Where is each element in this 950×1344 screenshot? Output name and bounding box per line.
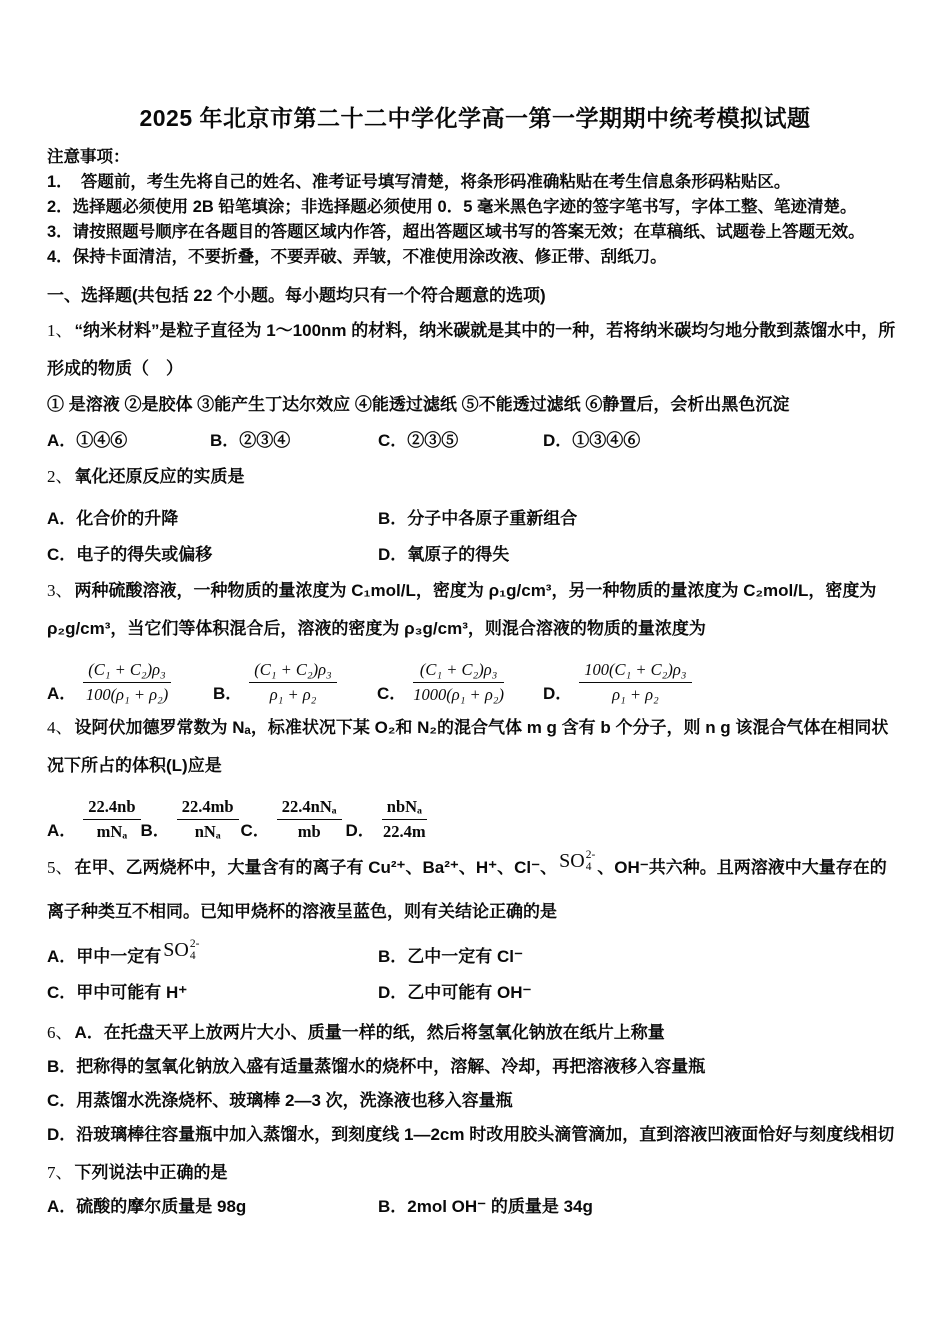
question-1-options: [47, 428, 903, 454]
options-row: [47, 938, 903, 970]
option-b: B．乙中一定有 Cl⁻: [378, 947, 523, 966]
notice-item: 2．选择题必须使用 2B 铅笔填涂；非选择题必须使用 0．5 毫米黑色字迹的签字笔书写，字体工整、笔迹清楚。: [47, 198, 857, 216]
fraction: [83, 660, 171, 705]
option-c: [377, 660, 543, 705]
options-row: [47, 506, 903, 532]
question-stem: [47, 1156, 903, 1190]
formula-subscript: 4: [585, 861, 592, 873]
question-text: 、OH⁻共六种。且两溶液中大量存在的离子种类互不相同。已知甲烧杯的溶液呈蓝色，则有关结论正确的是: [47, 858, 887, 921]
question-4-options: [47, 797, 903, 842]
notice-item: 1． 答题前，考生先将自己的姓名、准考证号填写清楚，将条形码准确粘贴在考生信息条形码粘贴区。: [47, 173, 791, 191]
fraction-numerator: 100(C₁ + C₂)ρ₃: [579, 660, 691, 683]
question-number: 3、: [47, 581, 73, 600]
fraction-denominator: 100(ρ₁ + ρ₂): [85, 685, 169, 704]
option-b: B．②③④: [210, 431, 291, 450]
formula-scripts: [586, 849, 596, 873]
option-a: A．①④⑥: [47, 431, 128, 450]
question-stem: [47, 709, 903, 785]
question-stem: [47, 458, 903, 496]
fraction-numerator: 22.4nNₐ: [277, 797, 342, 820]
options-row: [47, 542, 903, 568]
formula-superscript: 2-: [585, 848, 596, 861]
fraction: [177, 797, 239, 842]
fraction-numerator: (C₁ + C₂)ρ₃: [83, 660, 171, 683]
option-a: [47, 797, 141, 842]
fraction: [249, 660, 337, 705]
question-2: [47, 458, 903, 568]
option-a: [47, 660, 213, 705]
fraction-denominator: ρ₁ + ρ₂: [612, 685, 659, 704]
option-d: D．乙中可能有 OH⁻: [378, 983, 532, 1003]
option-b: B．把称得的氢氧化钠放入盛有适量蒸馏水的烧杯中，溶解、冷却，再把溶液移入容量瓶: [47, 1057, 706, 1077]
notice-section: [47, 145, 903, 270]
question-number: 6、: [47, 1023, 73, 1043]
question-text: 两种硫酸溶液，一种物质的量浓度为 C₁mol/L，密度为 ρ₁g/cm³，另一种物质的量浓度为 C₂mol/L，密度为 ρ₂g/cm³，当它们等体积混合后，溶液的密度为 ρ₃g/cm³，则混合溶液的物质的量浓度为: [47, 581, 877, 638]
option-label: B．: [140, 821, 170, 840]
option-b: [141, 797, 241, 842]
fraction: [382, 797, 427, 842]
option-label: D．: [345, 821, 375, 840]
option-label: B．: [213, 684, 243, 703]
fraction-denominator: ρ₁ + ρ₂: [269, 685, 317, 704]
question-4: [47, 709, 903, 842]
option-label: A．: [47, 684, 77, 703]
option-label: A．: [47, 821, 77, 840]
fraction-numerator: (C₁ + C₂)ρ₃: [249, 660, 337, 683]
option-c: C．甲中可能有 H⁺: [47, 983, 188, 1003]
option-c: C．电子的得失或偏移: [47, 545, 213, 564]
question-3-options: [47, 660, 903, 705]
option-label: D．: [543, 684, 573, 703]
fraction: [413, 660, 504, 705]
option-c: C．用蒸馏水洗涤烧杯、玻璃棒 2—3 次，洗涤液也移入容量瓶: [47, 1091, 513, 1111]
question-number: 7、: [47, 1163, 73, 1183]
question-stem: [47, 312, 903, 388]
question-text: 在甲、乙两烧杯中，大量含有的离子有 Cu²⁺、Ba²⁺、H⁺、Cl⁻、: [74, 858, 558, 877]
fraction: [277, 797, 342, 842]
question-text: 设阿伏加德罗常数为 Nₐ，标准状况下某 O₂和 N₂的混合气体 m g 含有 b 个分子，则 n g 该混合气体在相同状况下所占的体积(L)应是: [47, 718, 889, 775]
question-number: 5、: [47, 858, 73, 877]
fraction-numerator: (C₁ + C₂)ρ₃: [413, 660, 504, 683]
option-d: D．氧原子的得失: [378, 545, 510, 564]
fraction: [579, 660, 691, 705]
fraction-numerator: 22.4nb: [83, 797, 140, 820]
formula-superscript: 2-: [189, 938, 200, 950]
question-text: 氧化还原反应的实质是: [74, 467, 245, 486]
section-heading: 一、选择题(共包括 22 个小题。每小题均只有一个符合题意的选项): [47, 286, 546, 305]
notice-item: 4．保持卡面清洁，不要折叠，不要弄破、弄皱，不准使用涂改液、修正带、刮纸刀。: [47, 248, 667, 266]
page-title: 2025 年北京市第二十二中学化学高一第一学期期中统考模拟试题: [139, 105, 811, 131]
fraction-numerator: nbNₐ: [382, 797, 427, 820]
fraction-numerator: 22.4mb: [177, 797, 239, 820]
question-stem: [47, 572, 903, 648]
question-number: 1、: [47, 321, 73, 340]
option-a: A．硫酸的摩尔质量是 98g: [47, 1197, 247, 1217]
question-6: [47, 1016, 903, 1152]
question-1: [47, 312, 903, 454]
question-number: 2、: [47, 467, 73, 486]
option-d: [346, 797, 427, 842]
option-b: B．分子中各原子重新组合: [378, 509, 578, 528]
option-b: B．2mol OH⁻ 的质量是 34g: [378, 1197, 593, 1217]
question-3: [47, 572, 903, 705]
fraction: [83, 797, 140, 842]
formula-base: SO: [559, 850, 585, 872]
fraction-denominator: mNₐ: [96, 822, 128, 841]
question-7: [47, 1156, 903, 1220]
option-d: D．沿玻璃棒往容量瓶中加入蒸馏水，到刻度线 1—2cm 时改用胶头滴管滴加，直到溶液凹液面恰好与刻度线相切: [47, 1125, 895, 1145]
option-label: C．: [377, 684, 407, 703]
notice-heading: 注意事项：: [47, 148, 130, 166]
options-row: [47, 1194, 903, 1220]
fraction-denominator: mb: [297, 822, 321, 841]
question-sub-items: ① 是溶液 ②是胶体 ③能产生丁达尔效应 ④能透过滤纸 ⑤不能透过滤纸 ⑥静置后，会析出黑色沉淀: [47, 395, 790, 414]
option-c: [241, 797, 346, 842]
formula-subscript: 4: [189, 950, 196, 963]
sulfate-ion-formula: [559, 849, 595, 873]
question-stem: [47, 846, 903, 934]
sulfate-ion-formula: [163, 938, 199, 962]
option-a: 6、 A．在托盘天平上放两片大小、质量一样的纸，然后将氢氧化钠放在纸片上称量: [47, 1023, 665, 1043]
question-text: “纳米材料”是粒子直径为 1～100nm 的材料，纳米碳就是其中的一种，若将纳米碳均匀地分散到蒸馏水中，所形成的物质（ ）: [47, 321, 896, 378]
option-a: A．甲中一定有 SO 2- 4: [47, 938, 200, 967]
formula-base: SO: [163, 939, 189, 962]
option-d: D．①③④⑥: [543, 431, 641, 450]
option-b: [213, 660, 377, 705]
fraction-denominator: 22.4m: [383, 822, 426, 841]
option-c: C．②③⑤: [378, 431, 459, 450]
formula-scripts: [190, 938, 200, 962]
fraction-denominator: nNₐ: [194, 822, 221, 841]
question-text: 下列说法中正确的是: [74, 1163, 228, 1183]
option-a: A．化合价的升降: [47, 509, 179, 528]
option-label: C．: [240, 821, 270, 840]
question-number: 4、: [47, 718, 73, 737]
options-row: [47, 980, 903, 1006]
fraction-denominator: 1000(ρ₁ + ρ₂): [413, 685, 504, 704]
question-5: [47, 846, 903, 1006]
option-d: [543, 660, 692, 705]
notice-item: 3．请按照题号顺序在各题目的答题区域内作答，超出答题区域书写的答案无效；在草稿纸、试题卷上答题无效。: [47, 223, 865, 241]
